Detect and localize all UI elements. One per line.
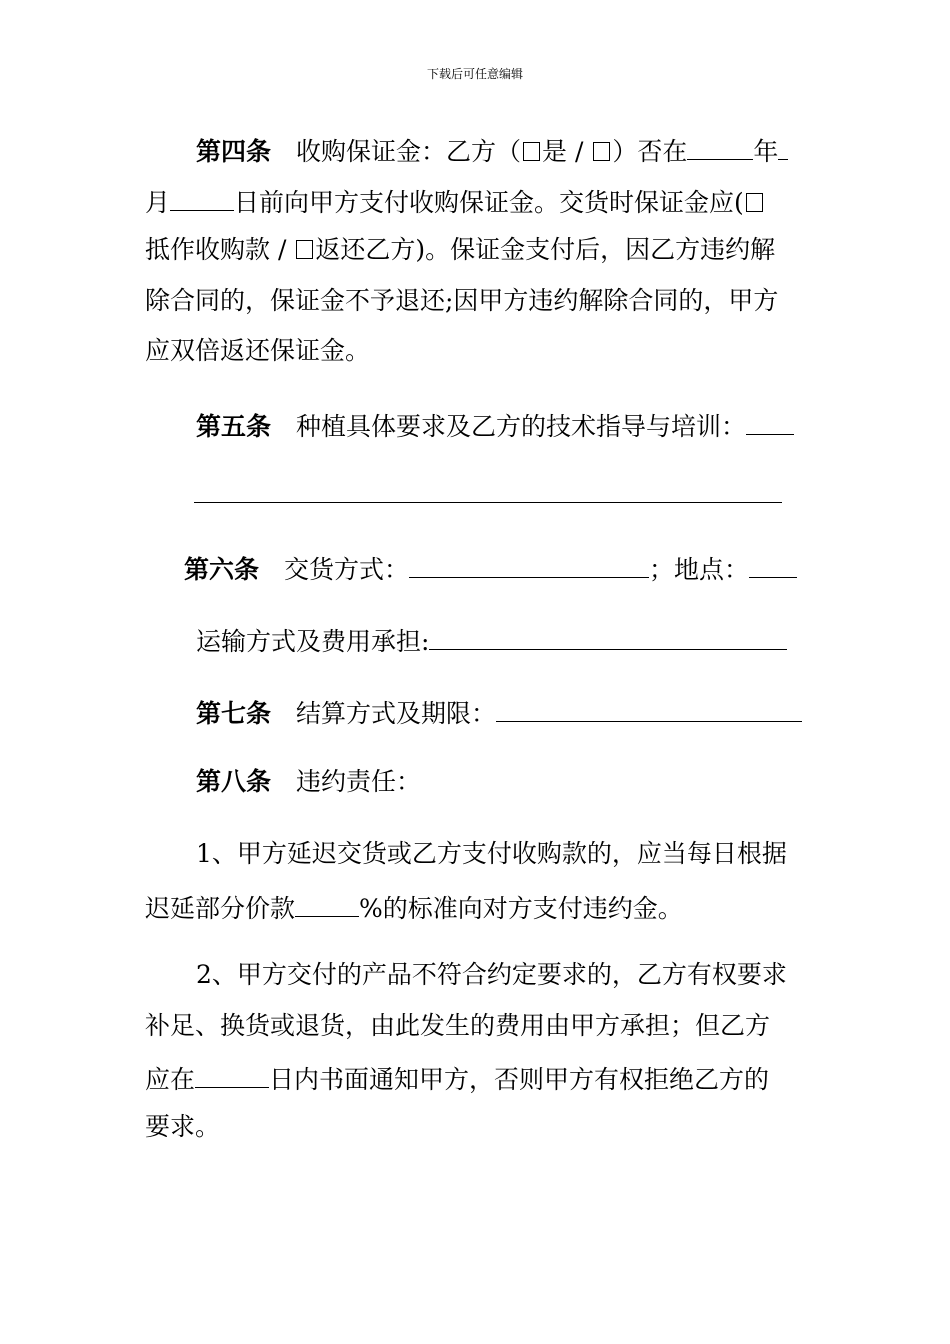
article-8-text: 违约责任： <box>296 767 422 796</box>
day-blank[interactable] <box>170 184 234 211</box>
article-8-item-2-line-3 <box>145 1061 769 1095</box>
article-6-text-c: 运输方式及费用承担: <box>196 627 430 656</box>
article-5-text: 种植具体要求及乙方的技术指导与培训： <box>296 412 747 441</box>
article-6-line-1 <box>184 551 797 585</box>
article-8-item-2-line-4: 要求。 <box>145 1112 221 1141</box>
article-4-text-e: 抵作收购款 / <box>145 235 295 264</box>
article-4-year-label: 年 <box>753 137 779 166</box>
month-blank[interactable] <box>778 133 788 160</box>
checkbox-offset-payment[interactable] <box>746 193 763 212</box>
notice-days-blank[interactable] <box>195 1061 269 1088</box>
article-8-line-1 <box>196 767 421 797</box>
article-8-item-2-line-2: 补足、换货或退货，由此发生的费用由甲方承担；但乙方 <box>145 1011 771 1040</box>
article-8-item-1-text-b: %的标准向对方支付违约金。 <box>359 894 683 923</box>
article-8-item-1-text-a: 迟延部分价款 <box>145 894 296 923</box>
article-4-text-b: 是 / <box>542 137 592 166</box>
article-8-item-2-text-b: 日内书面通知甲方，否则甲方有权拒绝乙方的 <box>269 1065 770 1094</box>
delivery-location-blank[interactable] <box>749 551 797 578</box>
article-4-line-5: 应双倍返还保证金。 <box>145 336 371 365</box>
article-6-line-2 <box>196 623 787 657</box>
article-4-line-1 <box>196 133 788 167</box>
article-4-text-f: 返还乙方)。保证金支付后，因乙方违约解 <box>315 235 776 264</box>
article-4-month-label: 月 <box>145 188 171 217</box>
delivery-method-blank[interactable] <box>409 551 649 578</box>
article-6-text-a: 交货方式： <box>284 555 410 584</box>
article-4-text-a: 收购保证金：乙方（ <box>296 137 522 166</box>
checkbox-no[interactable] <box>593 142 610 161</box>
checkbox-return[interactable] <box>296 240 313 259</box>
penalty-rate-blank[interactable] <box>295 890 359 917</box>
transport-cost-blank[interactable] <box>429 623 787 650</box>
article-8-heading: 第八条 <box>196 767 272 796</box>
article-7-heading: 第七条 <box>196 699 272 728</box>
article-4-line-4: 除合同的，保证金不予退还;因甲方违约解除合同的，甲方 <box>145 286 779 315</box>
article-7-line-1 <box>196 695 802 729</box>
article-8-item-2-line-1: 2、甲方交付的产品不符合约定要求的，乙方有权要求 <box>196 960 787 989</box>
article-5-heading: 第五条 <box>196 412 272 441</box>
article-8-item-1-line-1: 1、甲方延迟交货或乙方支付收购款的，应当每日根据 <box>196 839 787 868</box>
article-8-item-1-line-2 <box>145 890 683 924</box>
article-7-text: 结算方式及期限： <box>296 699 497 728</box>
article-4-text-d: 日前向甲方支付收购保证金。交货时保证金应( <box>234 188 744 217</box>
year-blank[interactable] <box>687 133 753 160</box>
checkbox-yes[interactable] <box>523 142 540 161</box>
article-5-blank-line[interactable] <box>194 502 782 503</box>
article-4-line-3 <box>145 235 775 265</box>
settlement-blank[interactable] <box>496 695 802 722</box>
article-4-text-c: ）否在 <box>612 137 688 166</box>
article-6-heading: 第六条 <box>184 555 260 584</box>
article-6-text-b: ；地点： <box>649 555 750 584</box>
article-8-item-2-text-a: 应在 <box>145 1065 196 1094</box>
article-4-line-2 <box>145 184 765 218</box>
article-5-blank-a[interactable] <box>746 408 794 435</box>
article-4-heading: 第四条 <box>196 137 272 166</box>
page-header: 下载后可任意编辑 <box>426 67 523 81</box>
article-5-line-1 <box>196 408 794 442</box>
